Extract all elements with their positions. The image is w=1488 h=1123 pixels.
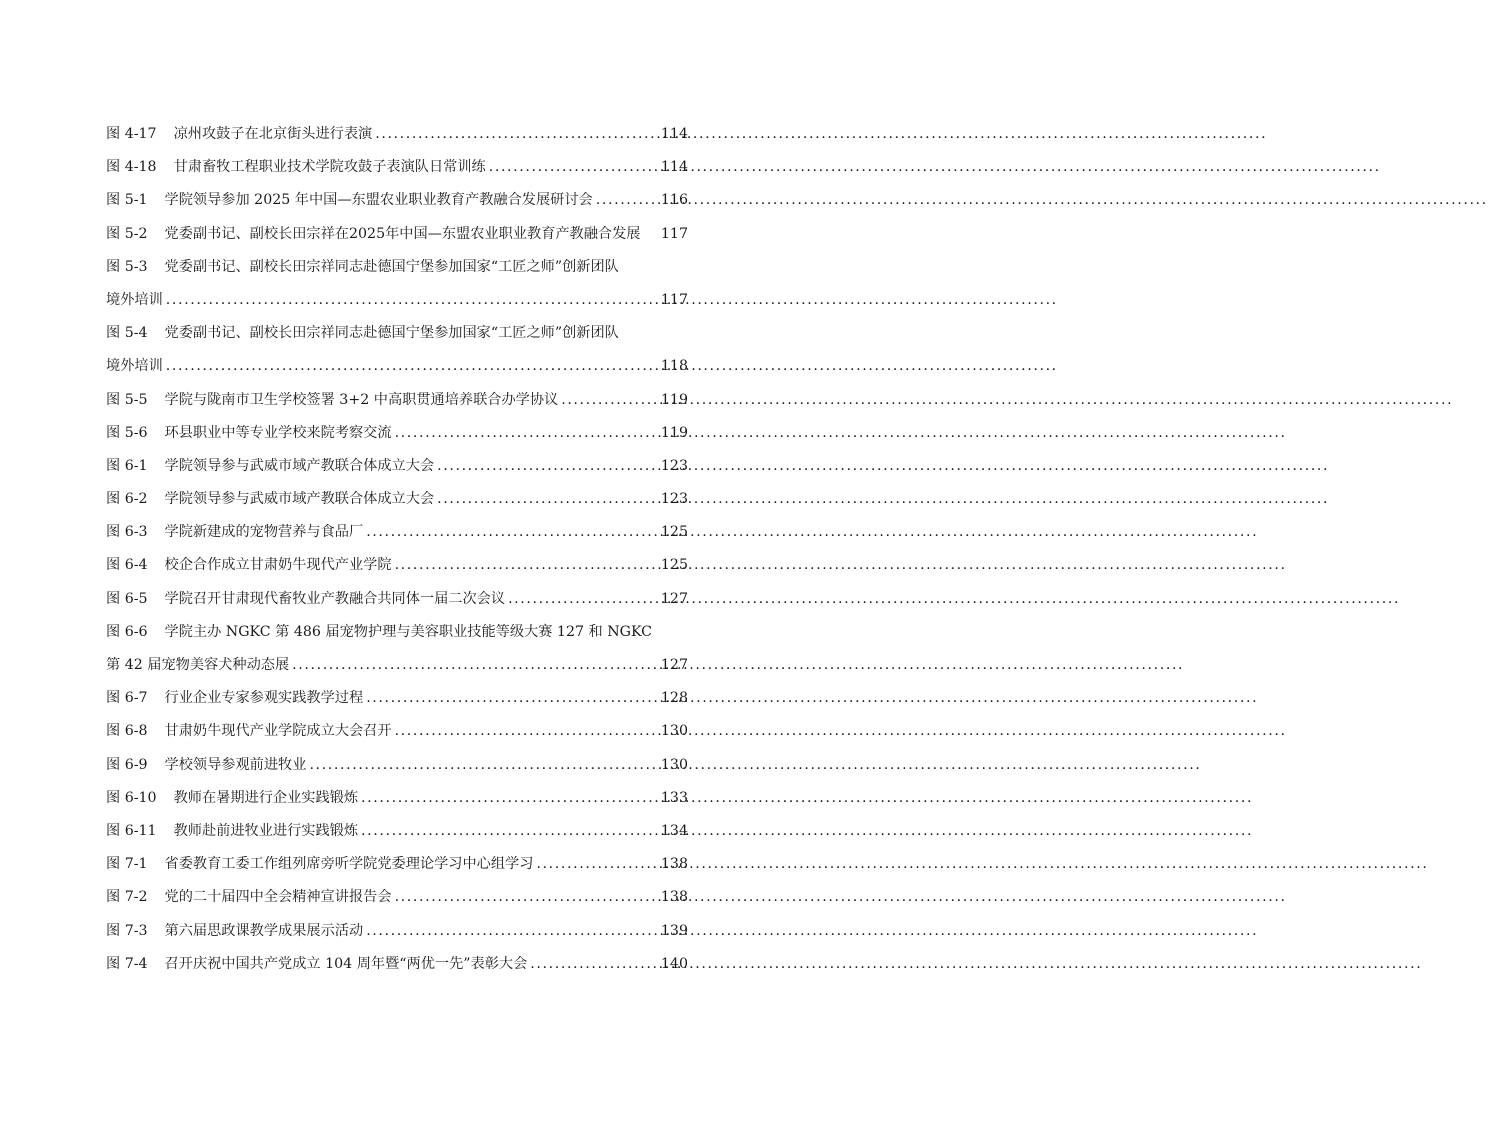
figure-label: 图 5-5 bbox=[106, 391, 148, 408]
figure-title: 校企合作成立甘肃奶牛现代产业学院 bbox=[164, 557, 392, 574]
figure-label: 图 6-6 bbox=[106, 623, 148, 640]
figure-label: 图 6-9 bbox=[106, 756, 148, 773]
figure-title: 学院新建成的宠物营养与食品厂 bbox=[164, 524, 364, 541]
figure-title: 第六届思政课教学成果展示活动 bbox=[164, 922, 364, 939]
toc-entry[interactable] bbox=[106, 384, 688, 417]
dot-leader bbox=[392, 549, 657, 582]
toc-entry[interactable] bbox=[106, 749, 688, 782]
figure-title-continuation: 境外培训 bbox=[106, 358, 163, 375]
toc-entry[interactable] bbox=[106, 549, 688, 582]
page-number: 114 bbox=[660, 159, 688, 176]
toc-entry[interactable] bbox=[106, 782, 688, 815]
figure-title: 学院领导参加 2025 年中国—东盟农业职业教育产教融合发展研讨会 bbox=[164, 192, 593, 209]
dot-leader bbox=[289, 649, 657, 682]
page-number: 138 bbox=[660, 856, 688, 873]
figure-label: 图 4-17 bbox=[106, 126, 157, 142]
figure-label: 图 6-5 bbox=[106, 590, 148, 607]
dot-leader bbox=[533, 848, 656, 881]
toc-entry[interactable] bbox=[106, 184, 688, 217]
page-number: 138 bbox=[660, 889, 688, 906]
figure-label: 图 6-1 bbox=[106, 457, 148, 474]
toc-entry[interactable] bbox=[106, 948, 688, 981]
figure-title: 甘肃奶牛现代产业学院成立大会召开 bbox=[164, 723, 392, 740]
dot-leader bbox=[363, 516, 657, 549]
figure-label: 图 4-18 bbox=[106, 159, 157, 176]
figure-title: 行业企业专家参观实践教学过程 bbox=[164, 690, 364, 707]
toc-entry[interactable] bbox=[106, 450, 688, 483]
dot-leader bbox=[434, 450, 657, 483]
figure-title: 教师赴前进牧业进行实践锻炼 bbox=[173, 822, 359, 839]
figure-label: 图 6-2 bbox=[106, 491, 148, 508]
page-number: 118 bbox=[660, 358, 688, 375]
figure-title: 学院与陇南市卫生学校签署 3+2 中高职贯通培养联合办学协议 bbox=[164, 391, 559, 408]
figure-title: 学院领导参与武威市域产教联合体成立大会 bbox=[164, 457, 435, 474]
dot-leader bbox=[392, 715, 657, 748]
page-number: 127 bbox=[660, 657, 688, 673]
dot-leader bbox=[486, 151, 657, 184]
figure-label: 图 7-3 bbox=[106, 922, 148, 939]
page-number: 117 bbox=[660, 225, 688, 242]
page-number: 128 bbox=[660, 690, 688, 707]
dot-leader bbox=[392, 417, 657, 450]
figure-label: 图 6-8 bbox=[106, 723, 148, 740]
figure-label: 图 6-4 bbox=[106, 557, 148, 574]
dot-leader bbox=[306, 749, 656, 782]
page-number: 139 bbox=[660, 922, 688, 939]
figure-title: 学校领导参观前进牧业 bbox=[164, 756, 307, 773]
dot-leader bbox=[558, 384, 657, 417]
figure-label: 图 5-6 bbox=[106, 424, 148, 441]
page-number: 130 bbox=[660, 756, 688, 773]
toc-entry[interactable] bbox=[106, 251, 688, 284]
dot-leader bbox=[358, 815, 657, 848]
figure-title-continuation: 第 42 届宠物美容犬种动态展 bbox=[106, 657, 290, 673]
dot-leader bbox=[358, 782, 657, 815]
dot-leader bbox=[392, 881, 657, 914]
figure-title: 凉州攻鼓子在北京街头进行表演 bbox=[173, 126, 373, 142]
figure-title: 学院主办 NGKC 第 486 届宠物护理与美容职业技能等级大赛 127 和 NGKC bbox=[164, 623, 653, 640]
figure-title: 环县职业中等专业学校来院考察交流 bbox=[164, 424, 392, 441]
toc-entry[interactable] bbox=[106, 417, 688, 450]
page-number: 134 bbox=[660, 822, 688, 839]
toc-entry[interactable] bbox=[106, 915, 688, 948]
toc-entry[interactable] bbox=[106, 151, 688, 184]
toc-entry[interactable] bbox=[106, 583, 688, 616]
toc-entry[interactable] bbox=[106, 317, 688, 350]
toc-entry[interactable] bbox=[106, 715, 688, 748]
figure-title: 省委教育工委工作组列席旁听学院党委理论学习中心组学习 bbox=[164, 856, 534, 873]
dot-leader bbox=[372, 118, 657, 151]
table-of-figures bbox=[106, 118, 688, 981]
page-number: 125 bbox=[660, 524, 688, 541]
figure-label: 图 6-10 bbox=[106, 789, 157, 806]
figure-title: 学院召开甘肃现代畜牧业产教融合共同体一届二次会议 bbox=[164, 590, 506, 607]
figure-label: 图 7-4 bbox=[106, 955, 148, 972]
page-number: 119 bbox=[660, 424, 688, 441]
figure-title: 教师在暑期进行企业实践锻炼 bbox=[173, 789, 359, 806]
figure-label: 图 5-1 bbox=[106, 192, 148, 209]
figure-label: 图 6-11 bbox=[106, 822, 157, 839]
figure-title: 召开庆祝中国共产党成立 104 周年暨“两优一先”表彰大会 bbox=[164, 955, 528, 972]
figure-label: 图 7-2 bbox=[106, 889, 148, 906]
figure-title-continuation: 境外培训 bbox=[106, 291, 163, 308]
figure-label: 图 7-1 bbox=[106, 856, 148, 873]
figure-title: 党委副书记、副校长田宗祥在2025年中国—东盟农业职业教育产教融合发展 bbox=[164, 225, 641, 242]
figure-title: 党委副书记、副校长田宗祥同志赴德国宁堡参加国家“工匠之师”创新团队 bbox=[164, 258, 619, 275]
dot-leader bbox=[527, 948, 657, 981]
figure-label: 图 6-7 bbox=[106, 690, 148, 707]
dot-leader bbox=[434, 483, 657, 516]
figure-title: 党委副书记、副校长田宗祥同志赴德国宁堡参加国家“工匠之师”创新团队 bbox=[164, 325, 619, 342]
toc-entry[interactable] bbox=[106, 682, 688, 715]
toc-entry[interactable] bbox=[106, 848, 688, 881]
page-number: 116 bbox=[660, 192, 688, 209]
toc-entry[interactable] bbox=[106, 218, 688, 251]
toc-entry[interactable] bbox=[106, 881, 688, 914]
page-number: 114 bbox=[660, 126, 688, 142]
dot-leader bbox=[163, 284, 657, 317]
dot-leader bbox=[363, 915, 657, 948]
figure-title: 甘肃畜牧工程职业技术学院攻鼓子表演队日常训练 bbox=[173, 159, 486, 176]
toc-entry-continuation[interactable] bbox=[106, 350, 688, 383]
figure-title: 学院领导参与武威市域产教联合体成立大会 bbox=[164, 491, 435, 508]
page-number: 125 bbox=[660, 557, 688, 574]
toc-entry[interactable] bbox=[106, 815, 688, 848]
figure-label: 图 6-3 bbox=[106, 524, 148, 541]
toc-entry[interactable] bbox=[106, 516, 688, 549]
dot-leader bbox=[363, 682, 657, 715]
toc-entry[interactable] bbox=[106, 616, 688, 649]
figure-label: 图 5-4 bbox=[106, 325, 148, 342]
toc-entry[interactable] bbox=[106, 483, 688, 516]
page-number: 130 bbox=[660, 723, 688, 740]
dot-leader bbox=[593, 184, 657, 217]
page-number: 119 bbox=[660, 391, 688, 408]
toc-entry[interactable] bbox=[106, 118, 688, 151]
page-number: 140 bbox=[660, 955, 688, 972]
toc-entry-continuation[interactable] bbox=[106, 284, 688, 317]
figure-label: 图 5-2 bbox=[106, 225, 148, 242]
dot-leader bbox=[505, 583, 657, 616]
page-number: 123 bbox=[660, 457, 688, 474]
page-number: 117 bbox=[660, 291, 688, 308]
figure-title: 党的二十届四中全会精神宣讲报告会 bbox=[164, 889, 392, 906]
toc-entry-continuation[interactable] bbox=[106, 649, 688, 682]
figure-label: 图 5-3 bbox=[106, 258, 148, 275]
dot-leader bbox=[163, 350, 657, 383]
page-number: 127 bbox=[660, 590, 688, 607]
page-number: 133 bbox=[660, 789, 688, 806]
page-number: 123 bbox=[660, 491, 688, 508]
